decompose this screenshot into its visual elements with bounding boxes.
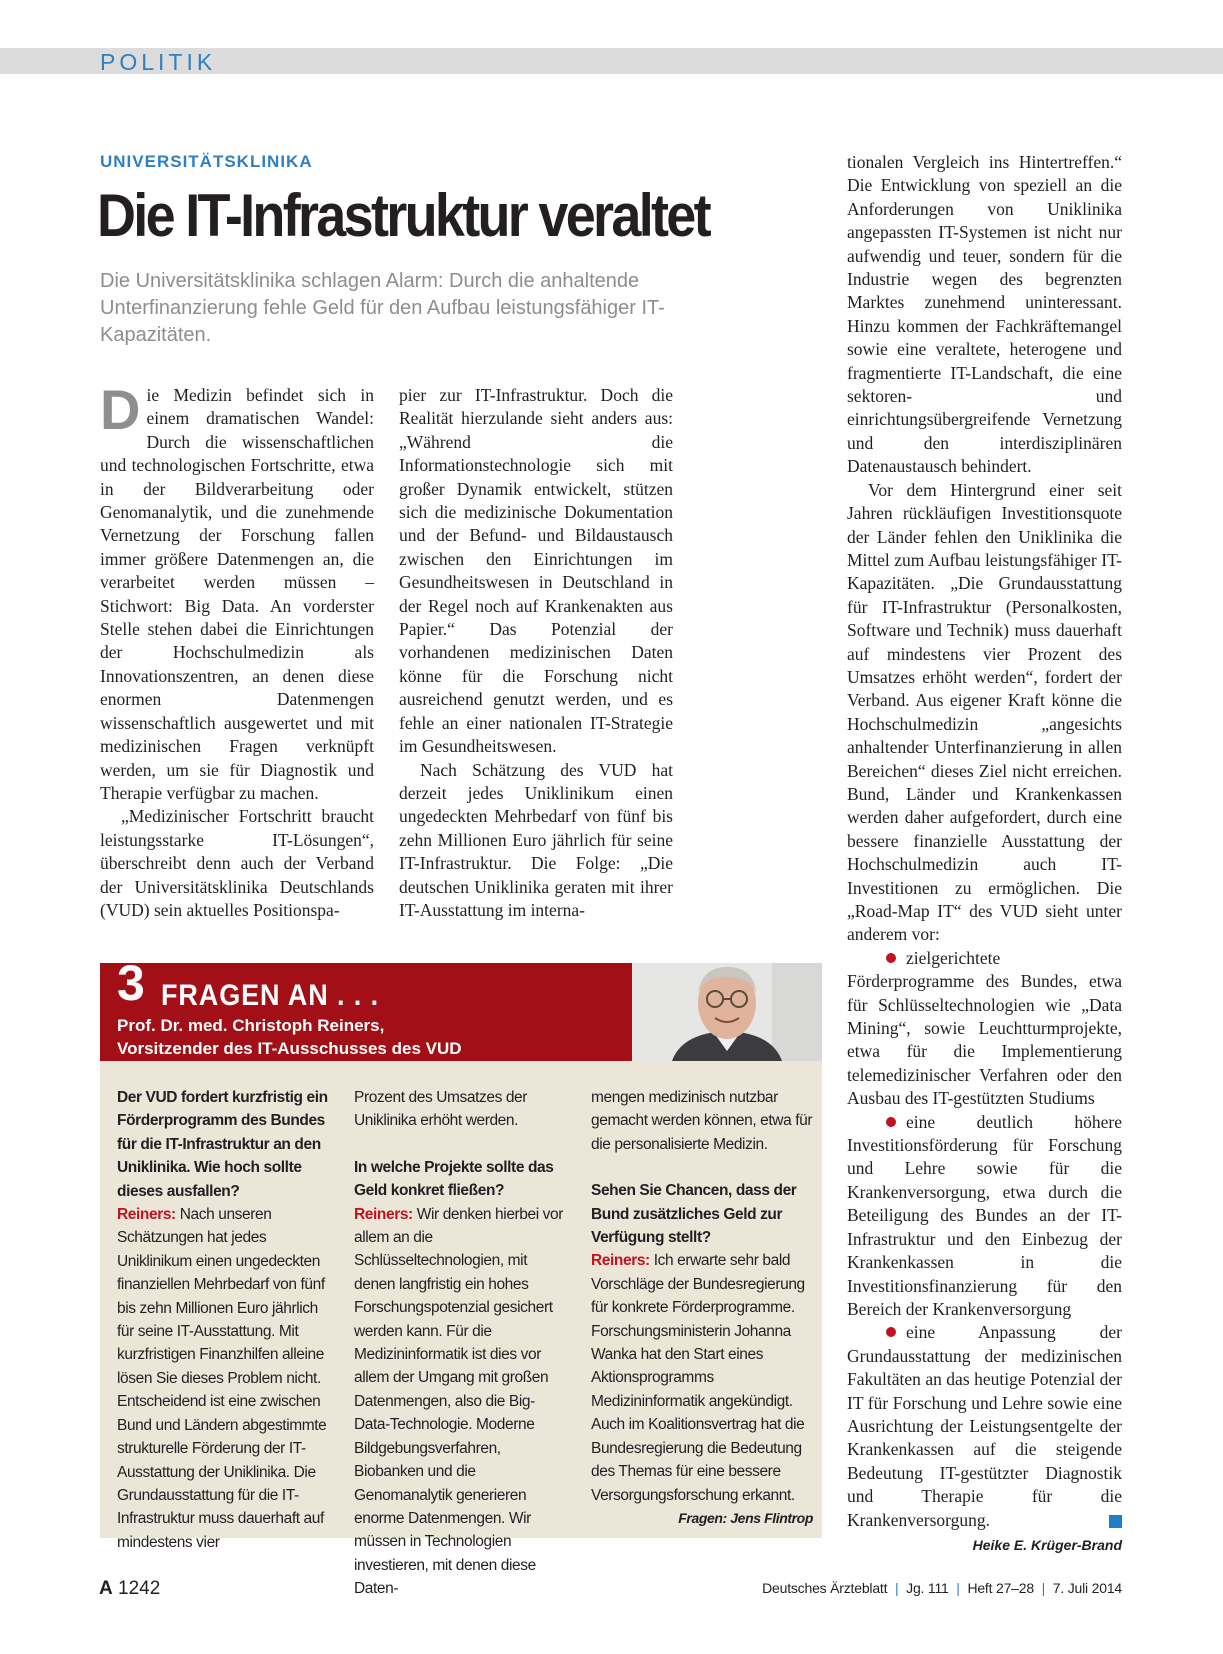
interview-answer: Reiners: Nach unseren Schätzungen hat jedes Uniklinikum einen ungedeckten finanziellen Mehrbedarf von fünf bis zehn Millionen Euro jährlich für seine IT-Ausstattung. Mit kurzfristigen Finanzhilfen alleine lösen Sie dieses Problem nicht. Entscheidend ist eine zwischen Bund und Ländern abgestimmte strukturelle Förderung der IT-Ausstattung der Uniklinika. Die Grundausstattung für die IT-Infrastruktur muss dauerhaft auf mindestens vier [117,1206,327,1551]
bullet-dot-icon [886,953,896,963]
footer-separator: | [895,1580,899,1596]
interview-column-3 [591,1086,813,1530]
bullet-dot-icon [886,1327,896,1337]
interview-answer: mengen medizinisch nutzbar gemacht werden können, etwa für die personalisierte Medizin. [591,1089,813,1153]
volume: Jg. 111 [906,1580,949,1596]
speaker-label: Reiners: [117,1206,176,1224]
end-of-article-square-icon [1109,1515,1122,1528]
interview-answer: Prozent des Umsatzes der Uniklinika erhöht werden. [354,1089,528,1130]
publication-footer [762,1580,1122,1596]
article-paragraph: Nach Schätzung des VUD hat derzeit jedes Uniklinikum einen ungedeckten Mehrbedarf von fünf bis zehn Millionen Euro jährlich für seine IT-Infrastruktur. Die Folge: „Die deutschen Uniklinika geraten mit ihrer IT-Ausstattung im interna- [399,759,673,920]
interview-column-2 [354,1086,569,1601]
interview-question: Sehen Sie Chancen, dass der Bund zusätzliches Geld zur Verfügung stellt? [591,1182,797,1247]
footer-separator: | [1041,1580,1046,1596]
article-paragraph: pier zur IT-Infrastruktur. Doch die Realität hierzulande sieht anders aus: „Während die Informationstechnologie sich mit großer Dynamik entwickelt, stützen sich die medizinische Dokumentation und der Befund- und Bildaustausch zwischen den Einrichtungen im Gesundheitswesen in Deutschland in der Regel noch auf Krankenakten aus Papier.“ Das Potenzial der vorhandenen medizinischen Daten könne für die Forschung nicht ausreichend genutzt werden, und es fehle an einer nationalen IT-Strategie im Gesundheitswesen. [399,385,673,757]
person-name: Prof. Dr. med. Christoph Reiners, [117,1016,385,1035]
interview-answer: Reiners: Wir denken hierbei vor allem an die Schlüsseltechnologien, mit denen langfristig ein hohes Forschungspotenzial gesichert werden kann. Für die Medizininformatik ist dies vor allem der Umgang mit großen Datenmengen, also die Big-Data-Technologie. Moderne Bildgebungsverfahren, Biobanken und die Genomanalytik generieren enorme Datenmengen. Wir müssen in Technologien investieren, mit denen diese Daten- [354,1205,564,1598]
portrait-photo [632,963,822,1061]
article-column-3 [847,151,1122,1532]
article-kicker: UNIVERSITÄTSKLINIKA [100,152,313,171]
article-paragraph: „Medizinischer Fortschritt braucht leistungsstarke IT-Lösungen“, überschreibt denn auch der Verband der Universitätsklinika Deutschlands (VUD) sein aktuelles Positionspa- [100,806,374,920]
issue: Heft 27–28 [967,1580,1034,1596]
interview-box-person [117,1014,627,1060]
interview-box-number: 3 [117,955,145,1011]
article-subtitle: Die Universitätsklinika schlagen Alarm: Durch die anhaltende Unterfinanzierung fehle Geld für den Aufbau leistungsfähiger IT-Kapazitäten. [100,270,665,346]
paragraph-text: ie Medizin befindet sich in einem dramatischen Wandel: Durch die wissenschaftlichen und technologischen Fortschritte, etwa in der Bildverarbeitung oder Genomanalytik, und die zunehmende Vernetzung der Forschung fallen immer größere Datenmengen an, die verarbeitet werden müssen – Stichwort: Big Data. An vorderster Stelle stehen dabei die Einrichtungen der Hochschulmedizin als Innovationszentren, an denen diese enormen Datenmengen wissenschaftlich ausgewertet und mit medizinischen Fragen verknüpft werden, um sie für Diagnostik und Therapie verfügbar zu machen. [100,385,374,803]
publication-name: Deutsches Ärzteblatt [762,1580,888,1596]
bullet-item: eine deutlich höhere Investitionsförderung für Forschung und Lehre sowie für die Krankenversorgung, etwa durch die Beteiligung des Bundes an der IT-Infrastruktur und den Einbezug der Krankenkassen in die Investitionsfinanzierung für den Bereich der Krankenversorgung [847,1111,1122,1319]
bullet-item: zielgerichtete Förderprogramme des Bundes, etwa für Schlüsseltechnologien wie „Data Mining“, sowie Leuchtturmprojekte, etwa für die Implementierung telemedizinischer Verfahren oder den Ausbau des IT-gestützten Studiums [847,947,1122,1109]
page-number: A 1242 [99,1578,161,1599]
article-headline: Die IT-Infrastruktur veraltet [97,182,709,249]
article-paragraph: tionalen Vergleich ins Hintertreffen.“ Die Entwicklung von speziell an die Anforderungen von Uniklinika angepassten IT-Systemen ist nicht nur aufwendig und teuer, sondern für die Industrie wegen des begrenzten Marktes zunehmend uninteressant. Hinzu kommen der Fachkräftemangel sowie eine veraltete, heterogene und fragmentierte IT-Landschaft, die eine sektoren- und einrichtungsübergreifende Vernetzung und den interdisziplinären Datenaustausch behindert. [847,152,1122,477]
interview-question: Der VUD fordert kurzfristig ein Förderprogramm des Bundes für die IT-Infrastruktur an den Uniklinika. Wie hoch sollte dieses ausfallen? [117,1089,328,1200]
bullet-dot-icon [886,1117,896,1127]
bullet-item: eine Anpassung der Grundausstattung der medizinischen Fakultäten an das heutige Potenzial der IT für Forschung und Lehre sowie eine Ausrichtung der Leistungsentgelte der Krankenkassen auf die steigende Bedeutung IT-gestützter Diagnostik und Therapie für die Krankenversorgung. [847,1322,1122,1530]
article-author: Heike E. Krüger-Brand [972,1537,1122,1553]
article-paragraph [100,378,374,805]
footer-separator: | [956,1580,960,1596]
person-role: Vorsitzender des IT-Ausschusses des VUD [117,1039,462,1058]
article-column-2 [399,384,673,922]
interview-answer: Reiners: Ich erwarte sehr bald Vorschläge der Bundesregierung für konkrete Förderprogramme. Forschungsministerin Johanna Wanka hat den Start eines Aktionsprogramms Medizininformatik angekündigt. Auch im Koalitionsvertrag hat die Bundesregierung die Bedeutung des Themas für eine bessere Versorgungsforschung erkannt. Fragen: Jens Flintrop [591,1249,813,1506]
issue-date: 7. Juli 2014 [1052,1580,1122,1596]
drop-cap: D [100,378,141,441]
interview-credit: Fragen: Jens Flintrop [678,1509,813,1526]
interview-question: In welche Projekte sollte das Geld konkret fließen? [354,1158,554,1200]
speaker-label: Reiners: [354,1205,413,1223]
speaker-label: Reiners: [591,1252,650,1270]
interview-box-title: FRAGEN AN . . . [161,979,380,1012]
article-paragraph: Vor dem Hintergrund einer seit Jahren rückläufigen Investitionsquote der Länder fehlen den Uniklinika die Mittel zum Aufbau leistungsfähiger IT-Kapazitäten. „Die Grundausstattung für IT-Infrastruktur (Personalkosten, Software und Technik) muss dauerhaft auf mindestens vier Prozent des Umsatzes erhöht werden“, fordert der Verband. Aus eigener Kraft könne die Hochschulmedizin „angesichts anhaltender Unterfinanzierung in allen Bereichen“ dieses Ziel nicht erreichen. Bund, Länder und Krankenkassen werden daher aufgefordert, durch eine bessere finanzielle Ausstattung der Hochschulmedizin auch IT-Investitionen zu ermöglichen. Die „Road-Map IT“ des VUD sieht unter anderem vor: [847,479,1122,945]
article-column-1 [100,378,374,922]
section-label: POLITIK [100,49,217,75]
interview-column-1 [117,1086,332,1554]
